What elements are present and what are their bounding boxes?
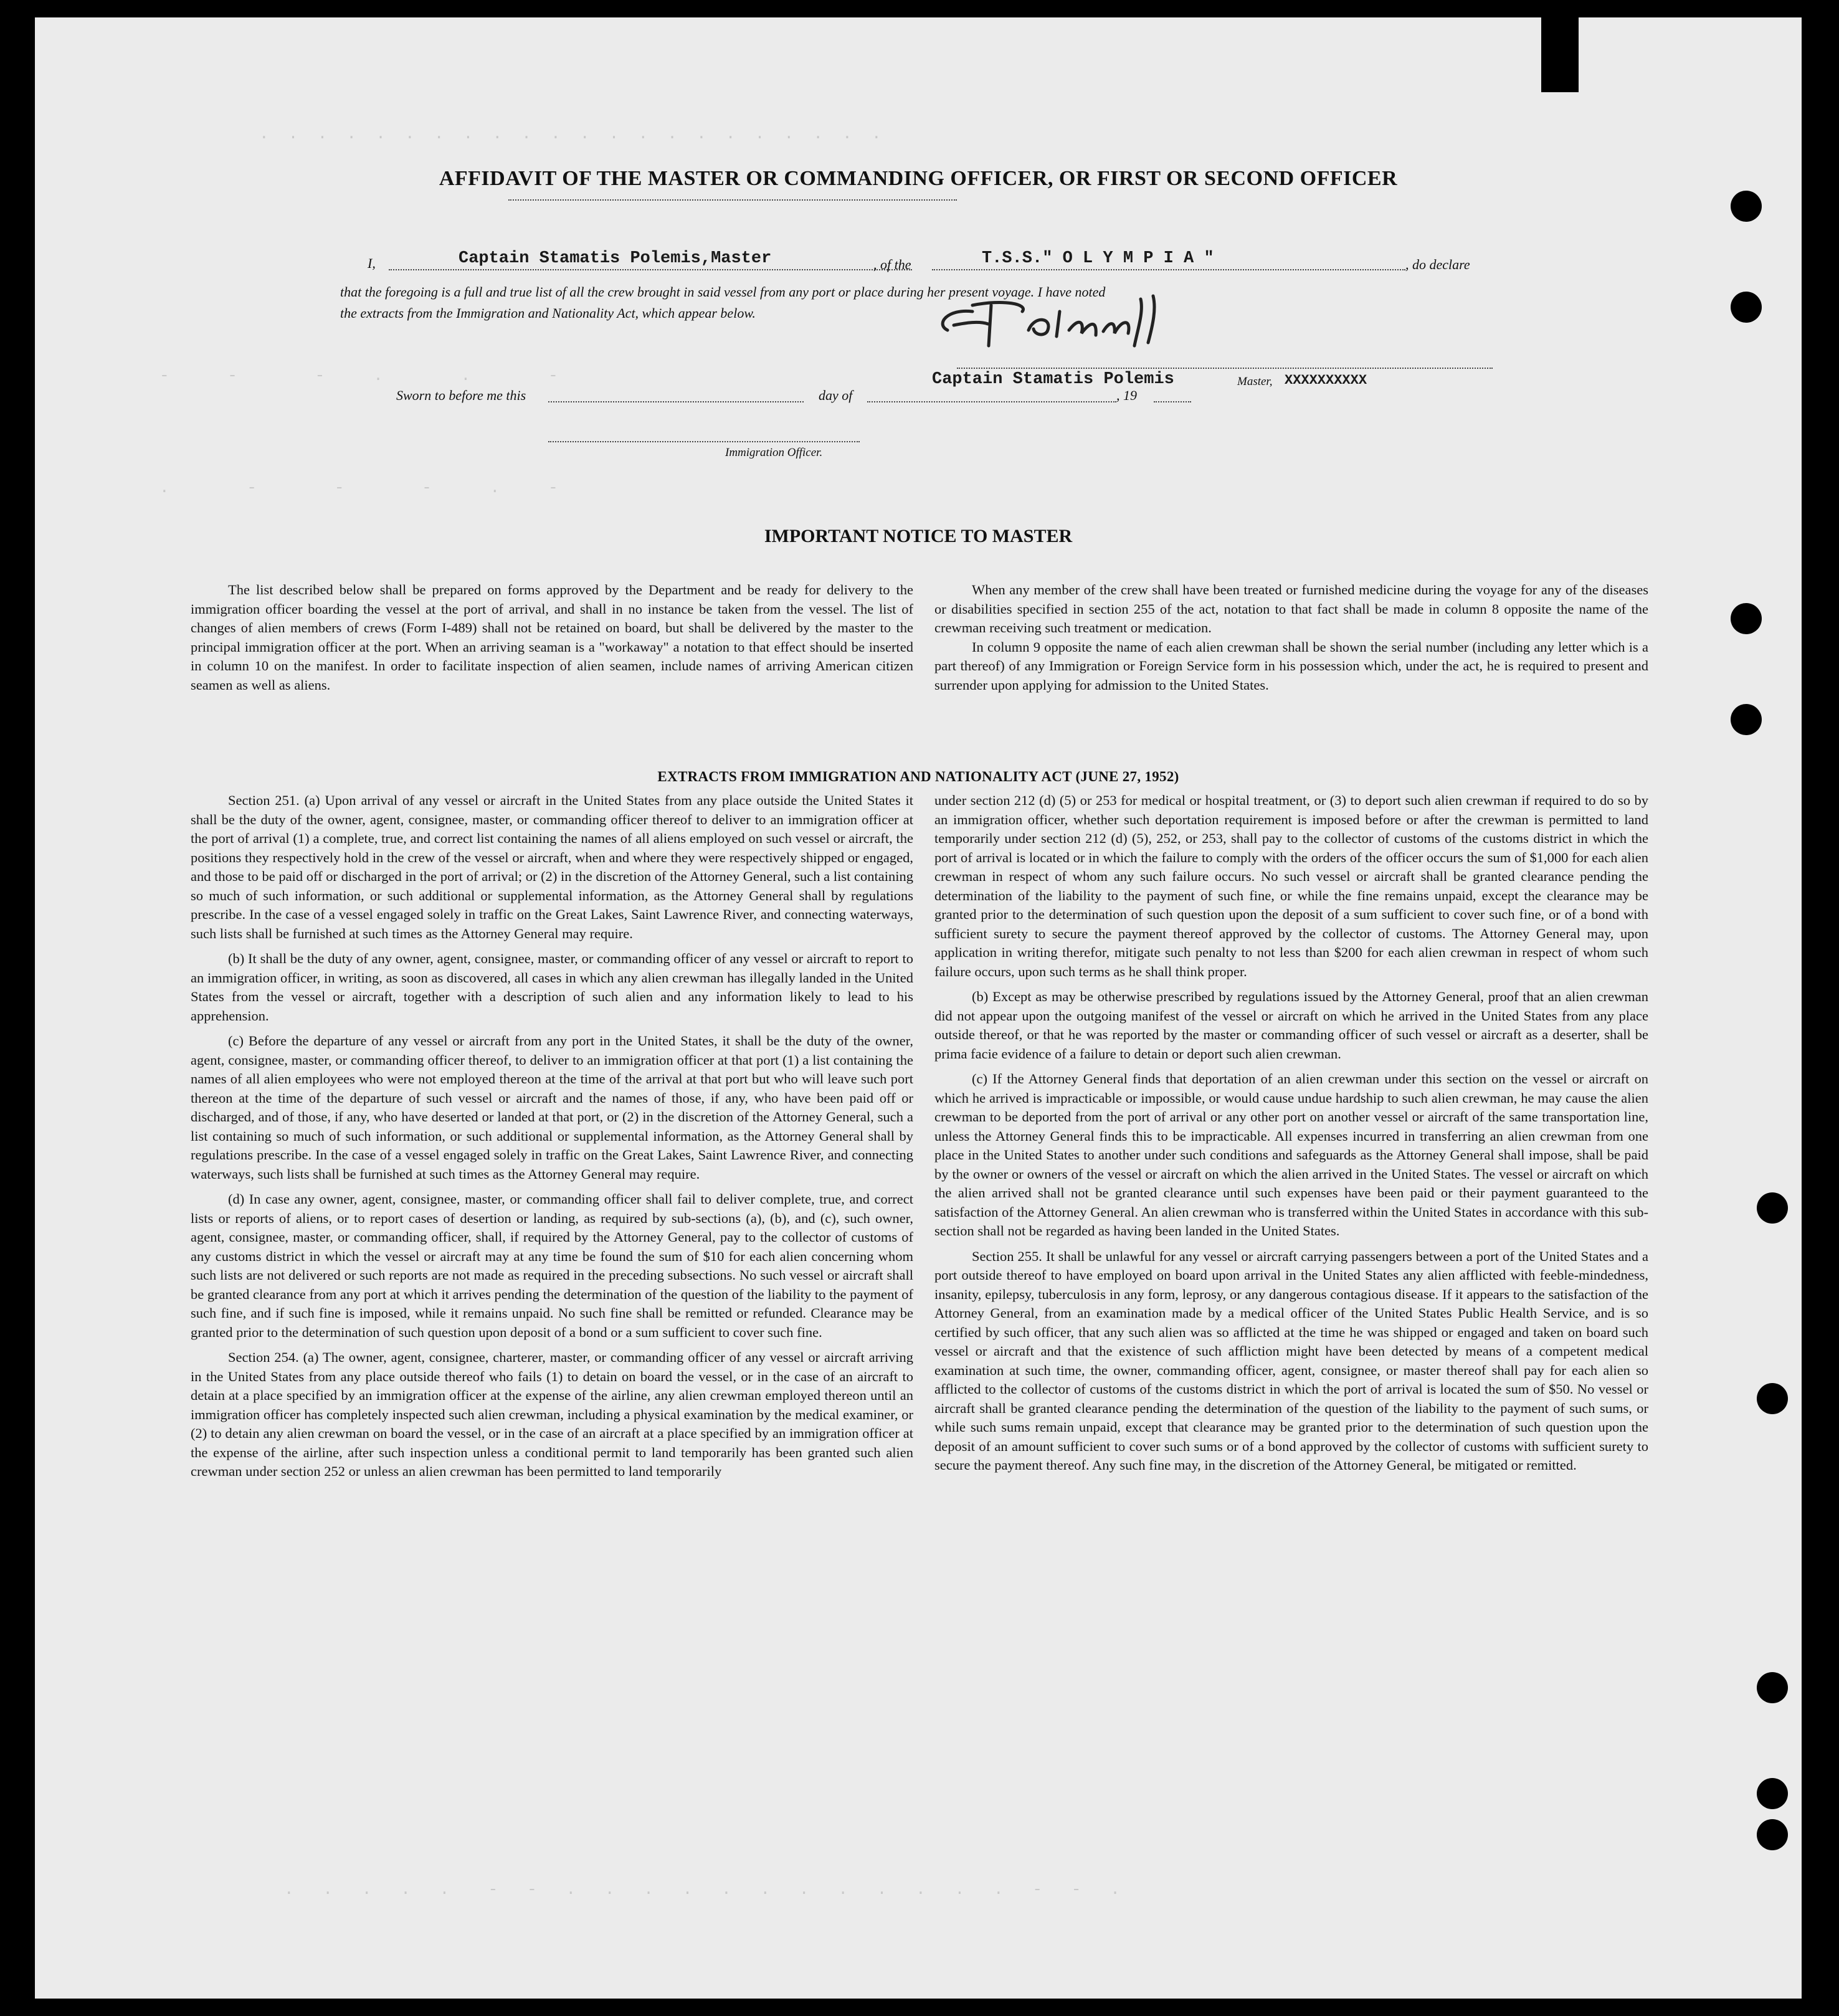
notice-paragraph: The list described below shall be prepared on forms approved by the Department and be ready for delivery to the immigration officer boarding the vessel at the port of arrival, and shall in no instance be taken from the vessel. The list of changes of alien members of crews (Form I-489) shall not be retained on board, but shall be delivered by the master to the principal immigration officer at the port. When an arriving seaman is a "workaway" a notation to that effect should be inserted in column 10 on the manifest. In order to facilitate inspection of alien seamen, include names of arriving American citizen seamen as well as aliens. bbox=[191, 582, 913, 693]
day-of-label: day of bbox=[819, 388, 853, 403]
extracts-title: EXTRACTS FROM IMMIGRATION AND NATIONALITY ACT (JUNE 27, 1952) bbox=[657, 769, 1179, 784]
bleed-through-text: - - - . . - bbox=[159, 366, 558, 385]
signature-line bbox=[957, 368, 1493, 369]
binder-hole-icon bbox=[1731, 603, 1762, 634]
corner-tab bbox=[1541, 17, 1579, 92]
section-continuation: under section 212 (d) (5) or 253 for medical or hospital treatment, or (3) to deport such alien crewman if required to do so by an immigration officer, whether such deportation requirement is imposed before or after the crewman is permitted to land temporarily under section 212 (d) (5), 252, or 253, shall pay to the collector of customs of the customs district in which the port of arrival is located or in which the failure to comply with the orders of the officer occurs the sum of $1,000 for each alien crewman in respect of whom any such failure occurs. No such vessel or aircraft shall be granted clearance pending the determination of the liability to the payment of such fine, or while the fine remains unpaid, except the clearance may be granted prior to the determination of such question upon the deposit of a sum sufficient to cover such fine, or of a bond with sufficient surety to secure the payment thereof approved by the collector of customs. The Attorney General may, upon application in writing therefor, mitigate such penalty to not less than $200 for each alien crewman in respect of whom such failure occurs, upon such terms as he shall think proper. bbox=[934, 792, 1648, 979]
binder-hole-icon bbox=[1731, 292, 1762, 323]
month-line bbox=[867, 401, 1116, 402]
year-line bbox=[1154, 401, 1191, 402]
officer-label: Immigration Officer. bbox=[725, 446, 823, 459]
binder-hole-icon bbox=[1757, 1192, 1788, 1224]
declarant-prefix: I, bbox=[368, 255, 376, 271]
bleed-through-text: . - - - . - bbox=[159, 478, 558, 497]
statement-line-2: the extracts from the Immigration and Nationality Act, which appear below. bbox=[340, 305, 756, 321]
vessel-name: T.S.S." O L Y M P I A " bbox=[982, 249, 1214, 268]
declarant-line bbox=[389, 269, 912, 270]
section-paragraph: (b) Except as may be otherwise prescribed by regulations issued by the Attorney General, proof that an alien crewman did not appear upon the outgoing manifest of the vessel or aircraft on which he arrived in the United States from any place outside thereof, or that he was reported by the master or commanding officer of such vessel or aircraft as a deserter, shall be prima facie evidence of a failure to detain or deport such alien crewman. bbox=[934, 989, 1648, 1062]
bleed-through-text: . . . . . . . . . . . . . . . . . . . . . . bbox=[259, 125, 881, 143]
master-label: Master, bbox=[1237, 375, 1273, 388]
section-paragraph: (b) It shall be the duty of any owner, agent, consignee, master, or commanding officer of any vessel or aircraft to report to an immigration officer, in writing, as soon as discovered, all cases in which any alien crewman has illegally landed in the United States from the vessel or aircraft, together with a description of such alien and any information likely to lead to his apprehension. bbox=[191, 951, 913, 1024]
sworn-label: Sworn to before me this bbox=[396, 388, 526, 403]
declarant-name: Captain Stamatis Polemis,Master bbox=[459, 249, 772, 268]
extracts-right-column bbox=[934, 791, 1648, 1481]
binder-hole-icon bbox=[1731, 704, 1762, 735]
document-page bbox=[35, 17, 1802, 1999]
typed-master-name: Captain Stamatis Polemis bbox=[932, 370, 1174, 389]
notice-title: IMPORTANT NOTICE TO MASTER bbox=[764, 526, 1073, 546]
binder-hole-icon bbox=[1757, 1383, 1788, 1414]
officer-line bbox=[548, 441, 860, 442]
affidavit-title: AFFIDAVIT OF THE MASTER OR COMMANDING OFFICER, OR FIRST OR SECOND OFFICER bbox=[439, 167, 1398, 190]
section-paragraph: Section 251. (a) Upon arrival of any vessel or aircraft in the United States from any place outside the United States it shall be the duty of the owner, agent, consignee, master, or commanding officer thereof to deliver to an immigration officer at the port of arrival (1) a complete, true, and correct list containing the names of all aliens employed on such vessel or aircraft, the positions they respectively hold in the crew of the vessel or aircraft, when and where they were respectively shipped or engaged, and those to be paid off or discharged in the port of arrival; or (2) in the discretion of the Attorney General, such a list containing so much of such information, or such additional or supplemental information, as the Attorney General shall by regulations prescribe. In the case of a vessel engaged solely in traffic on the Great Lakes, Saint Lawrence River, and connecting waterways, such lists shall be furnished at such times as the Attorney General may require. bbox=[191, 792, 913, 941]
binder-hole-icon bbox=[1757, 1672, 1788, 1703]
notice-paragraph: In column 9 opposite the name of each alien crewman shall be shown the serial number (including any letter which is a part thereof) of any Immigration or Foreign Service form in his possession which, under the act, he is required to present and surrender upon applying for admission to the United States. bbox=[934, 639, 1648, 693]
notice-paragraph: When any member of the crew shall have been treated or furnished medicine during the voyage for any of the diseases or disabilities specified in section 255 of the act, notation to that fact shall be made in column 8 opposite the name of the crewman receiving such treatment or medication. bbox=[934, 582, 1648, 635]
signature-icon bbox=[929, 287, 1203, 355]
binder-hole-icon bbox=[1757, 1819, 1788, 1850]
year-label: , 19 bbox=[1116, 388, 1137, 403]
of-the-label: , of the bbox=[873, 257, 911, 272]
sworn-day-line bbox=[548, 401, 804, 402]
section-paragraph: Section 254. (a) The owner, agent, consignee, charterer, master, or commanding officer of any vessel or aircraft arriving in the United States from any place outside thereof who fails (1) to detain on board the vessel, or in the case of an aircraft to detain at a place specified by an immigration officer at the expense of the airline, any alien crewman employed thereon until an immigration officer has completely inspected such alien crewman, including a physical examination by the medical examiner, or (2) to detain any alien crewman on board the vessel, or in the case of an aircraft at a place specified by an immigration officer at the expense of the airline, after such inspection unless a conditional permit to land temporarily has been granted such alien crewman under section 252 or unless an alien crewman has been permitted to land temporarily bbox=[191, 1349, 913, 1479]
struck-title: XXXXXXXXXX bbox=[1285, 373, 1367, 388]
vessel-line bbox=[932, 269, 1405, 270]
binder-hole-icon bbox=[1731, 191, 1762, 222]
section-paragraph: (c) If the Attorney General finds that deportation of an alien crewman under this section on the vessel or aircraft on which he arrived is impracticable or impossible, or would cause undue hardship to such alien crewman, he may cause the alien crewman to be deported from the port of arrival or any other port on another vessel or aircraft of the same transportation line, unless the Attorney General finds this to be impracticable. All expenses incurred in transferring an alien crewman from one place in the United States to another under such conditions and safeguards as the Attorney General shall impose, shall be paid by the owner or owners of the vessel or aircraft on which the alien arrived in the United States. The vessel or aircraft on which the alien arrived shall not be granted clearance until such expenses have been paid or their payment guaranteed to the satisfaction of the Attorney General. An alien crewman who is transferred within the United States in accordance with this sub-section shall not be regarded as having been landed in the United States. bbox=[934, 1071, 1648, 1239]
bleed-through-text: . . . . . - - . . . . . . . . . . . . - - . bbox=[284, 1880, 1120, 1899]
do-declare-label: , do declare bbox=[1405, 257, 1470, 272]
title-rule bbox=[508, 199, 957, 201]
notice-right-column bbox=[934, 581, 1648, 701]
statement-line-1: that the foregoing is a full and true list of all the crew brought in said vessel from any port or place during her present voyage. I have noted bbox=[340, 284, 1106, 300]
notice-left-column bbox=[191, 581, 913, 701]
section-paragraph: (d) In case any owner, agent, consignee, master, or commanding officer shall fail to deliver complete, true, and correct lists or reports of aliens, or to report cases of desertion or landing, as required by sub-sections (a), (b), and (c), such owner, agent, consignee, master, or commanding officer, shall, if required by the Attorney General, pay to the collector of customs of any customs district in which the vessel or aircraft may at any time be found the sum of $10 for each alien concerning whom such lists are not delivered or such reports are not made as required in the preceding subsections. No such vessel or aircraft shall be granted clearance from any port at which it arrives pending the determination of the question of the liability to the payment of such fine, and if such fine is imposed, while it remains unpaid. No such fine shall be remitted or refunded. Clearance may be granted prior to the determination of such question upon deposit of a bond or a sum sufficient to cover such fine. bbox=[191, 1191, 913, 1340]
binder-hole-icon bbox=[1757, 1778, 1788, 1809]
extracts-left-column bbox=[191, 791, 913, 1488]
section-paragraph: (c) Before the departure of any vessel or aircraft from any port in the United States, it shall be the duty of the owner, agent, consignee, master, or commanding officer thereof, to deliver to an immigration officer at that port (1) a list containing the names of all alien employees who were not employed thereon at the time of the arrival at that port but who will leave such port thereon at the time of the departure of such vessel or aircraft and the names of those, if any, who have been paid off or discharged, and of those, if any, who have deserted or landed at that port, or (2) in the discretion of the Attorney General, such a list containing so much of such information, or such additional or supplemental information, as the Attorney General shall by regulations prescribe. In the case of a vessel engaged solely in traffic on the Great Lakes, Saint Lawrence River, and connecting waterways, such lists shall be furnished at such times as the Attorney General may require. bbox=[191, 1033, 913, 1182]
section-paragraph: Section 255. It shall be unlawful for any vessel or aircraft carrying passengers between a port of the United States and a port outside thereof to have employed on board upon arrival in the United States any alien afflicted with feeble-mindedness, insanity, epilepsy, tuberculosis in any form, leprosy, or any dangerous contagious disease. If it appears to the satisfaction of the Attorney General, from an examination made by a medical officer of the United States Public Health Service, and is so certified by such officer, that any such alien was so afflicted at the time he was shipped or engaged and taken on board such vessel or aircraft and that the existence of such affliction might have been detected by means of a competent medical examination at such time, the owner, commanding officer, agent, consignee, or master thereof shall pay for each alien so afflicted to the collector of customs of the customs district in which the port of arrival is located the sum of $50. No vessel or aircraft shall be granted clearance pending the determination of the question of the liability to the payment of such sums, or while such sums remain unpaid, except that clearance may be granted prior to the determination of such question upon the deposit of an amount sufficient to cover such sums or of a bond approved by the collector of customs with sufficient surety to secure the payment thereof. Any such fine may, in the discretion of the Attorney General, be mitigated or remitted. bbox=[934, 1248, 1648, 1473]
